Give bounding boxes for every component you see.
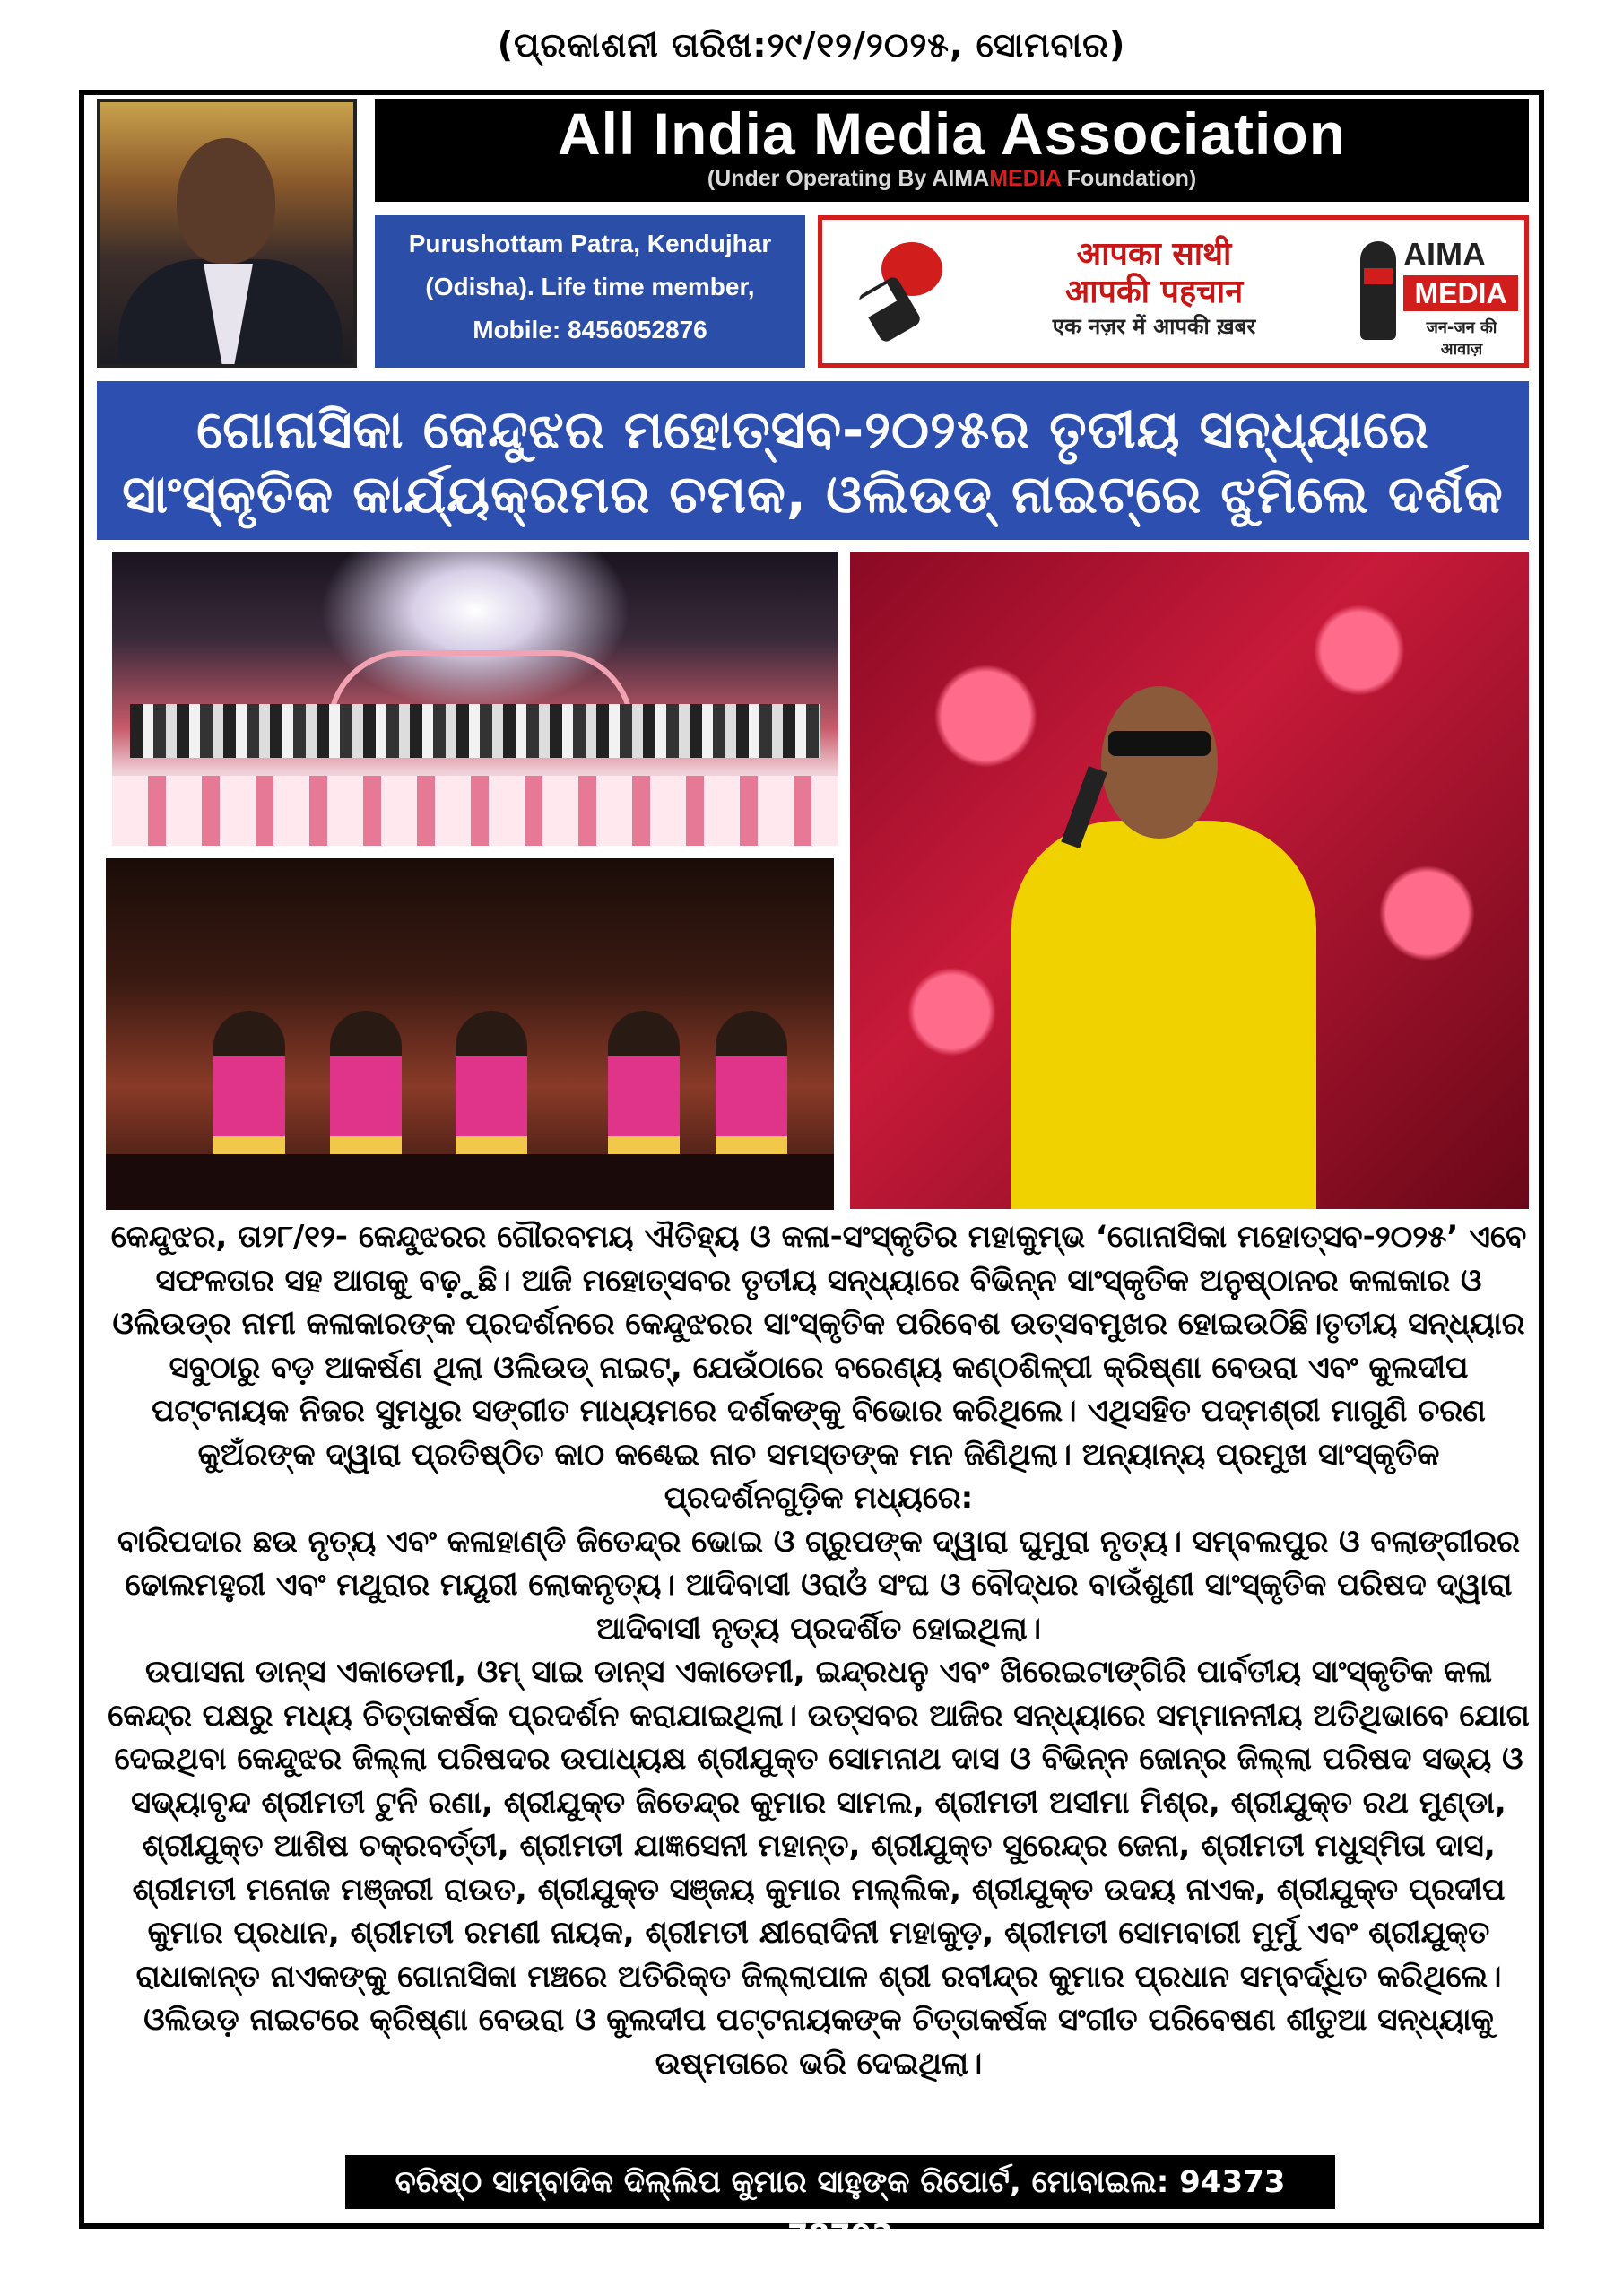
article-paragraph-2: ବାରିପଦାର ଛଉ ନୃତ୍ୟ ଏବଂ କଳାହାଣ୍ଡି ଜିତେନ୍ଦ୍ର ଭୋଇ ଓ ଗ୍ରୁପଙ୍କ ଦ୍ୱାରା ଘୁମୁରା ନୃତ୍ୟ। ସମ୍ବଲପୁର ଓ ବଲାଙ୍ଗୀରର ଢୋଲମହୁରୀ ଏବଂ ମଥୁରାର ମୟୂରୀ ଲୋକନୃତ୍ୟ। ଆଦିବାସୀ ଓରାଓଁ ସଂଘ ଓ ବୌଦ୍ଧର ବାଉଁଶୁଣୀ ସାଂସ୍କୃତିକ ପରିଷଦ ଦ୍ୱାରା ଆଦିବାସୀ ନୃତ୍ୟ ପ୍ରଦର୍ଶିତ ହୋଇଥିଲା। [117, 1523, 1520, 1647]
aima-logo [1360, 236, 1522, 359]
logo-media-text: MEDIA [1403, 275, 1518, 311]
article-body [106, 1215, 1532, 2085]
subtitle-highlight: MEDIA [989, 166, 1061, 191]
aima-tagline [957, 236, 1351, 342]
member-line-1: Purushottam Patra, Kendujhar [408, 230, 772, 257]
mic-badge-icon [1360, 241, 1396, 340]
article-paragraph-3: ଉପାସନା ଡାନ୍ସ ଏକାଡେମୀ, ଓମ୍ ସାଇ ଡାନ୍ସ ଏକାଡେମୀ, ଇନ୍ଦ୍ରଧନୁ ଏବଂ ଖିରେଇଟାଙ୍ଗିରି ପାର୍ବତୀୟ ସାଂସ୍କୃତିକ କଳା କେନ୍ଦ୍ର ପକ୍ଷରୁ ମଧ୍ୟ ଚିତ୍ତାକର୍ଷକ ପ୍ରଦର୍ଶନ କରାଯାଇଥିଲା। ଉତ୍ସବର ଆଜିର ସନ୍ଧ୍ୟାରେ ସମ୍ମାନନୀୟ ଅତିଥିଭାବେ ଯୋଗ ଦେଇଥିବା କେନ୍ଦୁଝର ଜିଲ୍ଲା ପରିଷଦର ଉପାଧ୍ୟକ୍ଷ ଶ୍ରୀଯୁକ୍ତ ସୋମନାଥ ଦାସ ଓ ବିଭିନ୍ନ ଜୋନ୍‌ର ଜିଲ୍ଲା ପରିଷଦ ସଭ୍ୟ ଓ ସଭ୍ୟାବୃନ୍ଦ ଶ୍ରୀମତୀ ଟୁନି ରଣା, ଶ୍ରୀଯୁକ୍ତ ଜିତେନ୍ଦ୍ର କୁମାର ସାମଲ, ଶ୍ରୀମତୀ ଅସୀମା ମିଶ୍ର, ଶ୍ରୀଯୁକ୍ତ ରଥ ମୁଣ୍ଡା, ଶ୍ରୀଯୁକ୍ତ ଆଶିଷ ଚକ୍ରବର୍ତ୍ତୀ, ଶ୍ରୀମତୀ ଯାଜ୍ଞସେନୀ ମହାନ୍ତ, ଶ୍ରୀଯୁକ୍ତ ସୁରେନ୍ଦ୍ର ଜେନା, ଶ୍ରୀମତୀ ମଧୁସ୍ମିତା ଦାସ, ଶ୍ରୀମତୀ ମନୋଜ ମଞ୍ଜରୀ ରାଉତ, ଶ୍ରୀଯୁକ୍ତ ସଞ୍ଜୟ କୁମାର ମଲ୍ଲିକ, ଶ୍ରୀଯୁକ୍ତ ଉଦୟ ନାଏକ, ଶ୍ରୀଯୁକ୍ତ ପ୍ରଦୀପ କୁମାର ପ୍ରଧାନ, ଶ୍ରୀମତୀ ରମଣୀ ନାୟକ, ଶ୍ରୀମତୀ କ୍ଷୀରୋଦିନୀ ମହାକୁଡ଼, ଶ୍ରୀମତୀ ସୋମବାରୀ ମୁର୍ମୁ ଏବଂ ଶ୍ରୀଯୁକ୍ତ ରାଧାକାନ୍ତ ନାଏକଙ୍କୁ ଗୋନାସିକା ମଞ୍ଚରେ ଅତିରିକ୍ତ ଜିଲ୍ଲାପାଳ ଶ୍ରୀ ରବୀନ୍ଦ୍ର କୁମାର ପ୍ରଧାନ ସମ୍ବର୍ଦ୍ଧିତ କରିଥିଲେ। ଓଲିଉଡ଼ ନାଇଟରେ କ୍ରିଷ୍ଣା ବେଉରା ଓ କୁଲଦୀପ ପଟ୍ଟନାୟକଙ୍କ ଚିତ୍ତାକର୍ଷକ ସଂଗୀତ ପରିବେଷଣ ଶୀତୁଆ ସନ୍ଧ୍ୟାକୁ ଉଷ୍ମତାରେ ଭରି ଦେଇଥିଲା। [108, 1654, 1530, 2082]
singer-glasses [1108, 731, 1211, 756]
logo-slogan: जन-जन की आवाज़ [1426, 318, 1497, 359]
stage-group-photo [112, 552, 838, 846]
member-info [375, 215, 805, 368]
tagline-line-3: एक नज़र में आपकी ख़बर [1052, 314, 1256, 339]
member-photo [97, 99, 357, 368]
dance-performance-photo [106, 858, 834, 1210]
stage-crowd [130, 704, 820, 758]
stage-floor [112, 776, 838, 846]
singer-photo [850, 552, 1529, 1209]
subtitle-prefix: (Under Operating By AIMA [707, 166, 990, 191]
article-paragraph-1: କେନ୍ଦୁଝର, ତା୨୮/୧୨- କେନ୍ଦୁଝରର ଗୌରବମୟ ଐତିହ୍ୟ ଓ କଳା-ସଂସ୍କୃତିର ମହାକୁମ୍ଭ ‘ଗୋନାସିକା ମହୋତ୍ସବ-୨୦୨୫’ ଏବେ ସଫଳତାର ସହ ଆଗକୁ ବଢ଼ୁଛି। ଆଜି ମହୋତ୍ସବର ତୃତୀୟ ସନ୍ଧ୍ୟାରେ ବିଭିନ୍ନ ସାଂସ୍କୃତିକ ଅନୁଷ୍ଠାନର କଳାକାର ଓ ଓଲିଉଡ୍‌ର ନାମୀ କଳାକାରଙ୍କ ପ୍ରଦର୍ଶନରେ କେନ୍ଦୁଝରର ସାଂସ୍କୃତିକ ପରିବେଶ ଉତ୍ସବମୁଖର ହୋଇଉଠିଛି।ତୃତୀୟ ସନ୍ଧ୍ୟାର ସବୁଠାରୁ ବଡ଼ ଆକର୍ଷଣ ଥିଲା ଓଲିଉଡ୍ ନାଇଟ୍, ଯେଉଁଠାରେ ବରେଣ୍ୟ କଣ୍ଠଶିଳ୍ପୀ କ୍ରିଷ୍ଣା ବେଉରା ଏବଂ କୁଲଦୀପ ପଟ୍ଟନାୟକ ନିଜର ସୁମଧୁର ସଙ୍ଗୀତ ମାଧ୍ୟମରେ ଦର୍ଶକଙ୍କୁ ବିଭୋର କରିଥିଲେ। ଏଥିସହିତ ପଦ୍ମଶ୍ରୀ ମାଗୁଣି ଚରଣ କୁଅଁରଙ୍କ ଦ୍ୱାରା ପ୍ରତିଷ୍ଠିତ କାଠ କଣ୍ଢେଇ ନାଚ ସମସ୍ତଙ୍କ ମନ ଜିଣିଥିଲା। ଅନ୍ୟାନ୍ୟ ପ୍ରମୁଖ ସାଂସ୍କୃତିକ ପ୍ରଦର୍ଶନଗୁଡ଼ିକ ମଧ୍ୟରେ: [110, 1219, 1527, 1516]
publication-date: (ପ୍ରକାଶନୀ ତାରିଖ:୨୯/୧୨/୨୦୨୫, ସୋମବାର) [497, 25, 1126, 65]
member-line-3: Mobile: 8456052876 [473, 316, 707, 344]
singer-kurta [1011, 821, 1316, 1209]
headline-line-2: ସାଂସ୍କୃତିକ କାର୍ଯ୍ୟକ୍ରମର ଚମକ, ଓଲିଉଡ୍ ନାଇଟ୍‌ରେ ଝୁମିଲେ ଦର୍ଶକ [122, 464, 1504, 525]
tagline-line-1: आपका साथी [1076, 236, 1232, 273]
tagline-line-2: आपकी पहचान [1064, 274, 1244, 310]
reporter-credit: ବରିଷ୍ଠ ସାମ୍ବାଦିକ ଦିଲ୍ଲିପ କୁମାର ସାହୁଙ୍କ ରିପୋର୍ଟ, ମୋବାଇଲ: 94373 78792 [345, 2155, 1335, 2209]
aima-media-banner [818, 215, 1529, 368]
singer-face [1101, 686, 1218, 839]
association-subtitle [375, 165, 1529, 192]
news-headline [97, 381, 1529, 540]
dance-stage-floor [106, 1154, 834, 1210]
association-name: All India Media Association [557, 100, 1347, 167]
member-line-2: (Odisha). Life time member, [425, 273, 755, 300]
subtitle-suffix: Foundation) [1060, 166, 1197, 191]
headline-line-1: ଗୋନାସିକା କେନ୍ଦୁଝର ମହୋତ୍ସବ-୨୦୨୫ର ତୃତୀୟ ସନ୍ଧ୍ୟାରେ [196, 399, 1429, 460]
photo-head [177, 138, 275, 264]
association-title-bar [375, 99, 1529, 202]
microphone-icon [849, 238, 948, 350]
logo-aima-text: AIMA [1403, 236, 1486, 273]
